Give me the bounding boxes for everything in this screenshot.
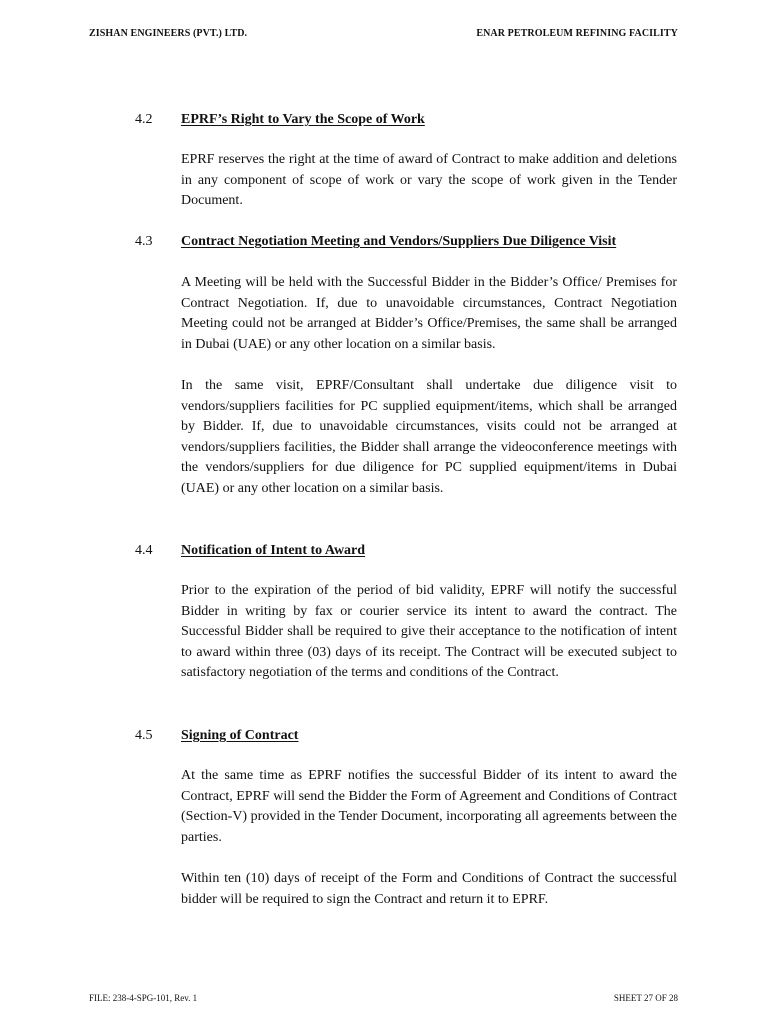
section-number: 4.2 [135,112,153,127]
section-title: Notification of Intent to Award [181,543,366,558]
section-4-3-paragraph-1: A Meeting will be held with the Successful Bidder in the Bidder’s Office/ Premises for Contract Negotiation. If, due to unavoidable circumstances, Contract Negotiation Meeting could not be arranged at Bidder’s Office/Premises, the same shall be arranged in Dubai (UAE) or any other location on a similar basis. [181,275,677,352]
section-4-5-paragraph-2: Within ten (10) days of receipt of the Form and Conditions of Contract the successful bidder will be required to sign the Contract and return it to EPRF. [181,871,677,907]
section-4-3-paragraph-2: In the same visit, EPRF/Consultant shall undertake due diligence visit to vendors/suppliers facilities for PC supplied equipment/items, which shall be arranged by Bidder. If, due to unavoidable circumstances, visits could not be arranged at vendors/suppliers facilities, the Bidder shall arrange the videoconference meetings with the vendors/suppliers for due diligence for PC supplied equipment/items in Dubai (UAE) or any other location on a similar basis. [181,378,677,496]
section-number: 4.3 [135,234,153,249]
section-heading-4-5 [135,728,298,744]
section-4-4-paragraph-1: Prior to the expiration of the period of bid validity, EPRF will notify the successful Bidder in writing by fax or courier service its intent to award the contract. The Successful Bidder shall be required to give their acceptance to the notification of intent to award within three (03) days of its receipt. The Contract will be executed subject to satisfactory negotiation of the terms and conditions of the Contract. [181,583,677,681]
section-heading-4-4 [135,543,365,559]
section-title: Contract Negotiation Meeting and Vendors/Suppliers Due Diligence Visit [181,234,617,249]
section-heading-4-2 [135,112,425,128]
section-4-2-paragraph-1: EPRF reserves the right at the time of award of Contract to make addition and deletions in any component of scope of work or vary the scope of work given in the Tender Document. [181,152,677,209]
section-heading-4-3 [135,234,616,250]
footer-file-reference: FILE: 238-4-SPG-101, Rev. 1 [89,993,198,1003]
footer-sheet-number: SHEET 27 OF 28 [613,993,678,1003]
section-title: Signing of Contract [181,728,299,743]
section-4-5-paragraph-1: At the same time as EPRF notifies the successful Bidder of its intent to award the Contract, EPRF will send the Bidder the Form of Agreement and Conditions of Contract (Section-V) provided in the Tender Document, incorporating all agreements between the parties. [181,768,677,845]
section-number: 4.5 [135,728,153,743]
header-facility: ENAR PETROLEUM REFINING FACILITY [476,28,678,39]
section-title: EPRF’s Right to Vary the Scope of Work [181,112,425,127]
header-company: ZISHAN ENGINEERS (PVT.) LTD. [89,28,248,39]
section-number: 4.4 [135,543,153,558]
